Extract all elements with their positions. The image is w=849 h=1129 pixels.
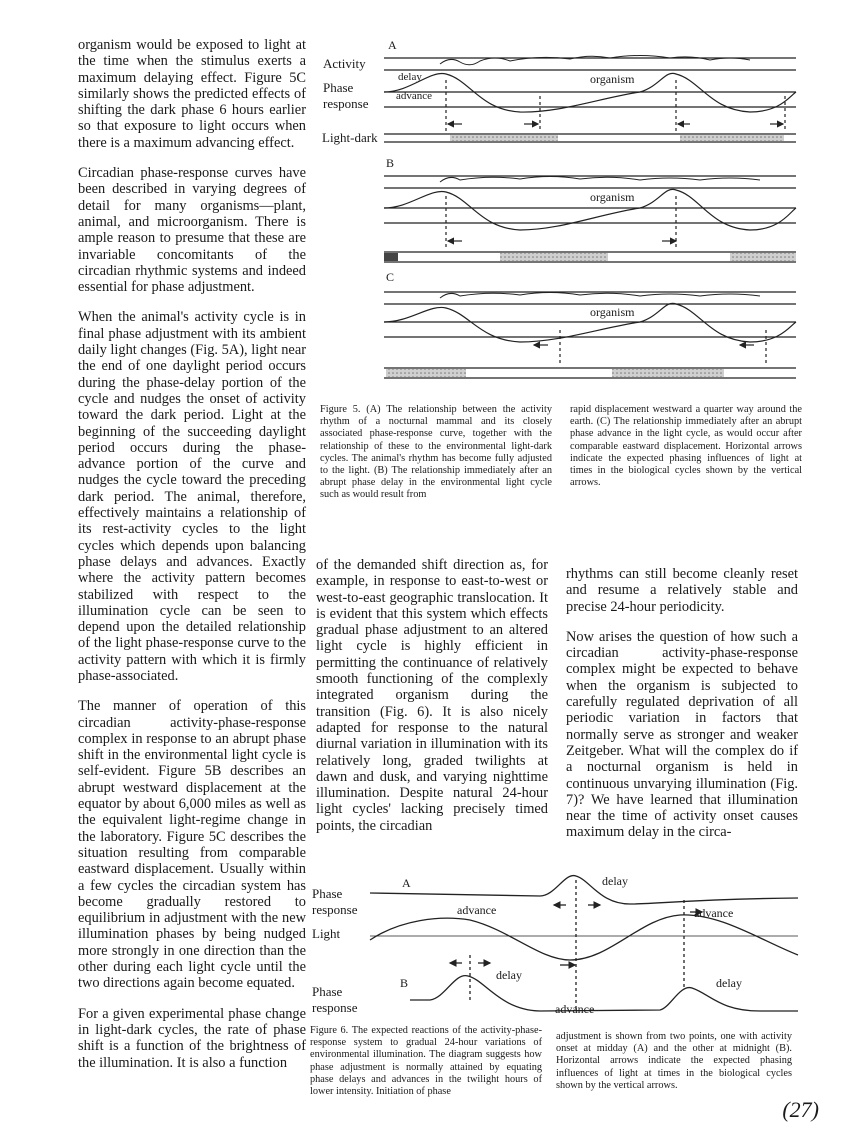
- fig6-light-label: Light: [312, 926, 341, 941]
- fig6b-advance-label: advance: [555, 1002, 595, 1016]
- fig5-caption-left: Figure 5. (A) The relationship between the activity rhythm of a nocturnal mammal and its closely associated phase-response curve, together with the relationship of these to the environmental light-dark cycles. The animal's rhythm has become fully adjusted to the light. (B) The relationship immediately after an abrupt phase delay in the environmental light cycle such as would result from: [320, 404, 552, 501]
- middle-paragraph: of the demanded shift direction as, for example, in response to east-to-west or west-to-east geographic translocation. It is evident that this system which effects gradual phase adjustment to an altered light cycle is highly efficient in permitting the continuance of relatively smooth functioning of the complexly integrated organism during the transition (Fig. 6). It is also nicely adapted for response to the natural diurnal variation in illumination with its relatively long, graded twilights at dawn and dusk, and varying nighttime illumination. Despite natural 24-hour light cycles' lacking precisely timed points, the circadian: [316, 557, 548, 834]
- fig6b-delay-right-label: delay: [716, 976, 742, 990]
- fig6b-response-label: response: [312, 1000, 358, 1015]
- right-paragraph-2: Now arises the question of how such a circadian activity-phase-response complex might be expected to behave when the organism is subjected to carefully regulated deprivation of all periodic variation in factors that normally serve as stronger and weaker Zeitgeber. What will the complex do if a nocturnal organism is held in continuous unvarying illumination (Fig. 7)? We have learned that illumination near the time of activity onset causes maximum delay in the circa-: [566, 628, 798, 841]
- fig6-panel-b-label: B: [400, 976, 409, 990]
- fig6a-phase-response-curve: [370, 876, 798, 904]
- fig6a-response-label: response: [312, 902, 358, 917]
- page-number: (27): [782, 1097, 819, 1122]
- fig5-phase-label: Phase: [323, 80, 354, 95]
- left-paragraph-3: When the animal's activity cycle is in final phase adjustment with its ambient daily light changes (Fig. 5A), light near the end of one daylight period occurs during the phase-delay portion of the cycle and nudges the onset of activity toward the dark period. Light at the beginning of the succeeding daylight period occurs during the phase-advance portion of the curve and nudges the cycle toward the preceding dark period. The animal, therefore, effectively maintains a relationship of its rest-activity cycles to the light cycles which depends upon balancing phase delays and advances. Exactly where the activity pattern becomes stabilized with respect to the illumination cycle can be seen to depend upon the detailed relationship of the light phase-response curve to the activity pattern with which it is firmly phase-associated.: [78, 309, 306, 684]
- fig5b-organism-label: organism: [590, 190, 635, 204]
- fig6-caption-left: Figure 6. The expected reactions of the activity-phase-response system to gradual 24-hour variations of environmental illumination. The diagram suggests how phase adjustment is normally attained by equating phase delays and advances in the twilight hours of lower intensity. Initiation of phase: [310, 1025, 542, 1098]
- fig5-panel-a-label: A: [388, 38, 397, 52]
- left-paragraph-4: The manner of operation of this circadian activity-phase-response complex in response to an abrupt phase shift in the environmental light cycle is self-evident. Figure 5B describes an abrupt westward displacement at the equator by about 6,000 miles as well as the equivalent light-regime change in the laboratory. Figure 5C describes the situation resulting from comparable eastward displacement. Usually within a few cycles the circadian system has become gradually restored to equilibrium in adjustment with the new illumination phases by being nudged more strongly in one direction than the other during each light cycle until the two directions again become equated.: [78, 698, 306, 992]
- fig5a-organism-label: organism: [590, 72, 635, 86]
- fig5-response-label: response: [323, 96, 369, 111]
- fig6-light-curve: [370, 915, 798, 960]
- fig6a-delay-label: delay: [602, 874, 628, 888]
- fig6b-phase-label: Phase: [312, 984, 343, 999]
- fig5-activity-label: Activity: [323, 56, 366, 71]
- fig5-caption-right: rapid displacement westward a quarter way around the earth. (C) The relationship immediately after an abrupt phase advance in the light cycle, as would occur after comparable eastward displacement. Horizontal arrows indicate the expected phasing influences of light at times in the biological cycles shown by the vertical arrows.: [570, 404, 802, 489]
- left-paragraph-1: organism would be exposed to light at the time when the stimulus exerts a maximum delaying effect. Figure 5C similarly shows the predicted effects of shifting the dark phase 6 hours earlier so that exposure to light occurs when there is a maximum advancing effect.: [78, 37, 306, 151]
- left-paragraph-5: For a given experimental phase change in light-dark cycles, the rate of phase shift is a function of the brightness of the illumination. It is also a function: [78, 1005, 306, 1071]
- fig5-panel-c-label: C: [386, 270, 395, 284]
- fig6b-delay-left-label: delay: [496, 968, 522, 982]
- fig6a-phase-label: Phase: [312, 886, 343, 901]
- fig5-delay-label: delay: [398, 71, 422, 83]
- fig5c-organism-label: organism: [590, 305, 635, 319]
- fig6a-advance-right-label: advance: [694, 906, 734, 920]
- fig5-light-dark-label: Light-dark: [322, 130, 378, 145]
- fig5-advance-label: advance: [396, 90, 433, 102]
- left-paragraph-2: Circadian phase-response curves have been described in varying degrees of detail for many organisms—plant, animal, and microorganism. There is ample reason to presume that these are invariable concomitants of the circadian rhythmic systems and indeed essential for phase adjustment.: [78, 165, 306, 296]
- fig6-panel-a-label: A: [402, 876, 411, 890]
- fig5-panel-b-label: B: [386, 156, 395, 170]
- fig6a-advance-left-label: advance: [457, 903, 497, 917]
- right-paragraph-1: rhythms can still become cleanly reset and resume a relatively stable and precise 24-hour periodicity.: [566, 566, 798, 615]
- fig6-caption-right: adjustment is shown from two points, one with activity onset at midday (A) and the other at midnight (B). Horizontal arrows indicate the expected phasing influences of light at times in the biological cycles shown by the vertical arrows.: [556, 1031, 792, 1091]
